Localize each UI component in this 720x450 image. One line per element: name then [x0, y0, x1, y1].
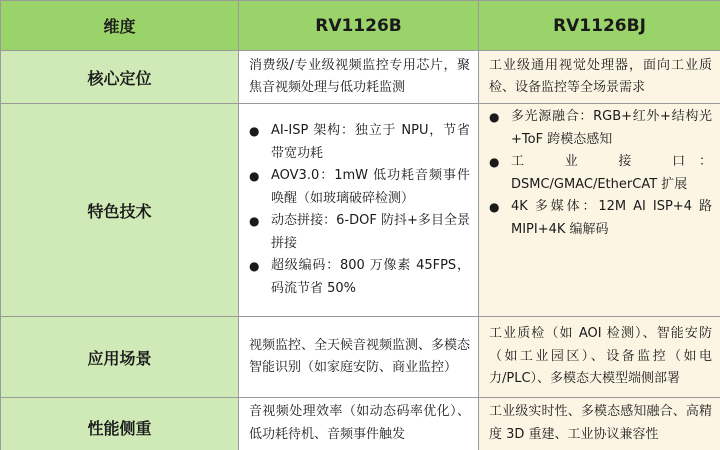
cell-rv1126b	[239, 51, 479, 104]
row-label: 性能侧重	[1, 398, 239, 450]
cell-text: 消费级/专业级视频监控专用芯片，聚焦音视频处理与低功耗监测	[249, 57, 470, 95]
bullet-icon: ●	[249, 214, 260, 228]
bullet-list	[479, 104, 720, 243]
cell-text: 视频监控、全天候音视频监测、多模态智能识别（如家庭安防、商业监控）	[249, 337, 471, 375]
list-item-text: 多光源融合：RGB+红外+结构光+ToF 跨模态感知	[511, 109, 712, 147]
cell-rv1126bj	[479, 317, 720, 398]
list-item	[489, 151, 712, 196]
list-item	[249, 165, 470, 210]
table-row	[1, 317, 720, 398]
bullet-icon: ●	[249, 124, 260, 138]
row-label: 应用场景	[1, 317, 239, 398]
table-row	[1, 51, 720, 104]
cell-rv1126bj	[479, 398, 720, 450]
cell-text: 音视频处理效率（如动态码率优化）、低功耗待机、音频事件触发	[249, 404, 470, 442]
header-row	[1, 1, 720, 51]
table-row	[1, 104, 720, 317]
cell-rv1126bj	[479, 51, 720, 104]
bullet-icon: ●	[489, 200, 500, 214]
table-row	[1, 398, 720, 450]
cell-text: 工业质检（如 AOI 检测）、智能安防（如工业园区）、设备监控（如电力/PLC）、多模态大模型端侧部署	[489, 326, 712, 387]
bullet-list	[239, 118, 478, 302]
header-rv1126bj: RV1126BJ	[479, 1, 720, 51]
list-item-text: 工 业 接 口：DSMC/GMAC/EtherCAT 扩展	[511, 154, 712, 192]
cell-rv1126b	[239, 104, 479, 317]
list-item	[249, 120, 470, 165]
list-item-text: AI-ISP 架构：独立于 NPU，节省带宽功耗	[271, 123, 470, 161]
cell-rv1126bj	[479, 104, 720, 317]
cell-text: 工业级实时性、多模态感知融合、高精度 3D 重建、工业协议兼容性	[489, 404, 712, 442]
cell-rv1126b	[239, 398, 479, 450]
cell-rv1126b	[239, 317, 479, 398]
cell-text: 工业级通用视觉处理器，面向工业质检、设备监控等全场景需求	[489, 57, 712, 95]
bullet-icon: ●	[489, 110, 500, 124]
list-item	[249, 210, 470, 255]
header-dimension: 维度	[1, 1, 239, 51]
row-label: 核心定位	[1, 51, 239, 104]
list-item-text: 4K 多媒体：12M AI ISP+4 路 MIPI+4K 编解码	[511, 199, 712, 237]
list-item-text: 动态拼接：6-DOF 防抖+多目全景拼接	[271, 213, 470, 251]
bullet-icon: ●	[249, 169, 260, 183]
header-rv1126b: RV1126B	[239, 1, 479, 51]
list-item	[249, 255, 470, 300]
list-item-text: 超级编码：800 万像素 45FPS，码流节省 50%	[271, 258, 470, 296]
list-item	[489, 196, 712, 241]
list-item	[489, 106, 712, 151]
row-label: 特色技术	[1, 104, 239, 317]
list-item-text: AOV3.0：1mW 低功耗音频事件唤醒（如玻璃破碎检测）	[271, 168, 470, 206]
bullet-icon: ●	[489, 155, 500, 169]
bullet-icon: ●	[249, 259, 260, 273]
